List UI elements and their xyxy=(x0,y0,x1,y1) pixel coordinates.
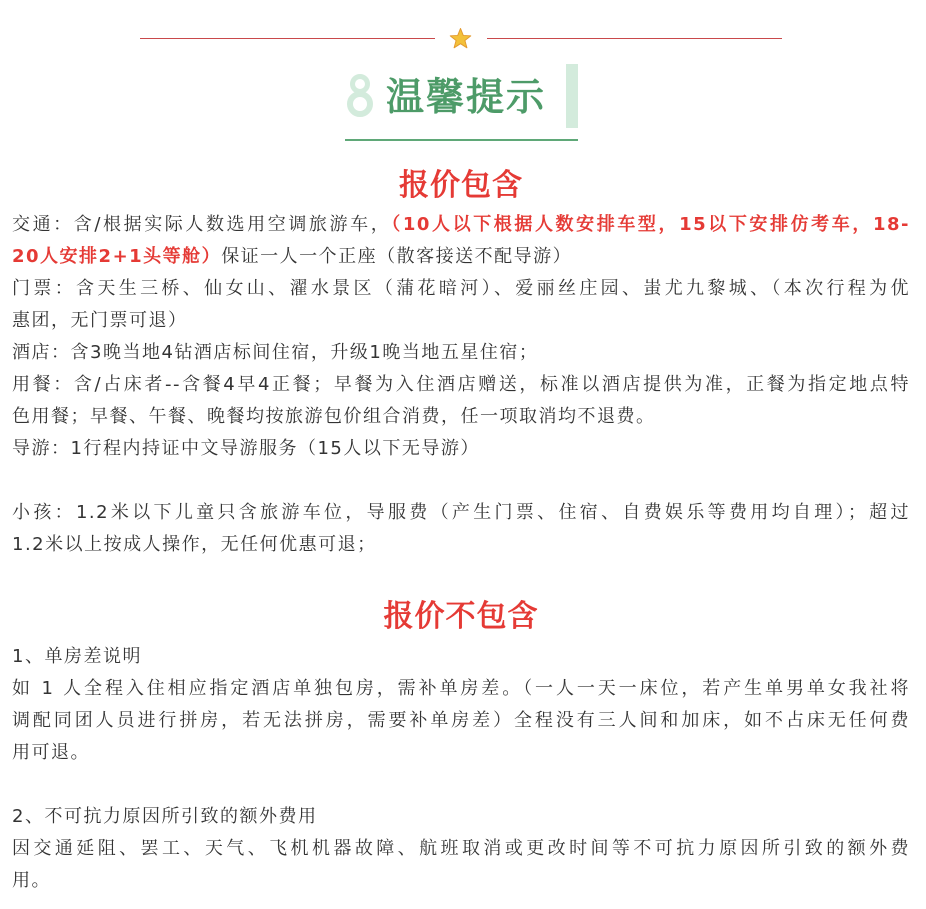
paragraph-single-room xyxy=(12,641,910,769)
text-line: 酒店：含3晚当地4钻酒店标间住宿，升级1晚当地五星住宿； xyxy=(12,342,539,363)
text-line: 惠团，无门票可退） xyxy=(12,310,188,331)
page-title: 温馨提示 xyxy=(386,75,547,119)
transport-text: 保证一人一个正座（散客接送不配导游） xyxy=(221,246,573,267)
transport-highlight: （10人以下根据人数安排车型，15以下安排仿考车，18- xyxy=(391,214,910,235)
title-underline xyxy=(345,139,578,141)
paragraph-tickets xyxy=(12,273,910,337)
content xyxy=(12,163,910,897)
text-line: 用。 xyxy=(12,870,51,891)
text-line xyxy=(12,241,910,273)
paragraph-guide xyxy=(12,433,910,465)
text-line: 导游：1行程内持证中文导游服务（15人以下无导游） xyxy=(12,438,480,459)
item-title: 2、不可抗力原因所引致的额外费用 xyxy=(12,806,318,827)
title-accent-bar xyxy=(566,64,578,128)
text-line: 色用餐；早餐、午餐、晚餐均按旅游包价组合消费，任一项取消均不退费。 xyxy=(12,406,656,427)
blank-line xyxy=(12,465,910,497)
decor-circle-bottom xyxy=(347,91,373,117)
text-line: 门票：含天生三桥、仙女山、濯水景区（蒲花暗河）、爱丽丝庄园、蚩尤九黎城、（本次行程为优 xyxy=(12,278,910,299)
text-line xyxy=(12,209,910,241)
text-line: 如 1 人全程入住相应指定酒店单独包房，需补单房差。（一人一天一床位，若产生单男单女我社将 xyxy=(12,678,910,699)
paragraph-children xyxy=(12,497,910,561)
section-heading-included: 报价包含 xyxy=(399,168,523,203)
transport-text: 交通：含/根据实际人数选用空调旅游车， xyxy=(12,214,392,235)
paragraph-transport xyxy=(12,209,910,273)
text-line: 用餐：含/占床者--含餐4早4正餐；早餐为入住酒店赠送，标准以酒店提供为准，正餐为指定地点特 xyxy=(12,374,910,395)
ornament-line-left xyxy=(140,38,435,39)
item-title: 1、单房差说明 xyxy=(12,646,142,667)
blank-line xyxy=(12,769,910,801)
text-line: 1.2米以上按成人操作，无任何优惠可退； xyxy=(12,534,377,555)
text-line: 调配同团人员进行拼房，若无法拼房，需要补单房差）全程没有三人间和加床，如不占床无任何费 xyxy=(12,710,910,731)
transport-highlight: 20人安排2+1头等舱） xyxy=(12,246,222,267)
paragraph-force-majeure xyxy=(12,801,910,897)
ornament-line-right xyxy=(487,38,782,39)
text-line: 因交通延阻、罢工、天气、飞机机器故障、航班取消或更改时间等不可抗力原因所引致的额外费 xyxy=(12,838,910,859)
text-line: 用可退。 xyxy=(12,742,90,763)
paragraph-hotel xyxy=(12,337,910,369)
blank-line xyxy=(12,561,910,593)
paragraph-meals xyxy=(12,369,910,433)
section-heading-excluded: 报价不包含 xyxy=(383,599,539,634)
text-line: 小孩：1.2米以下儿童只含旅游车位，导服费（产生门票、住宿、自费娱乐等费用均自理）；超过 xyxy=(12,502,910,523)
star-icon xyxy=(449,27,472,50)
